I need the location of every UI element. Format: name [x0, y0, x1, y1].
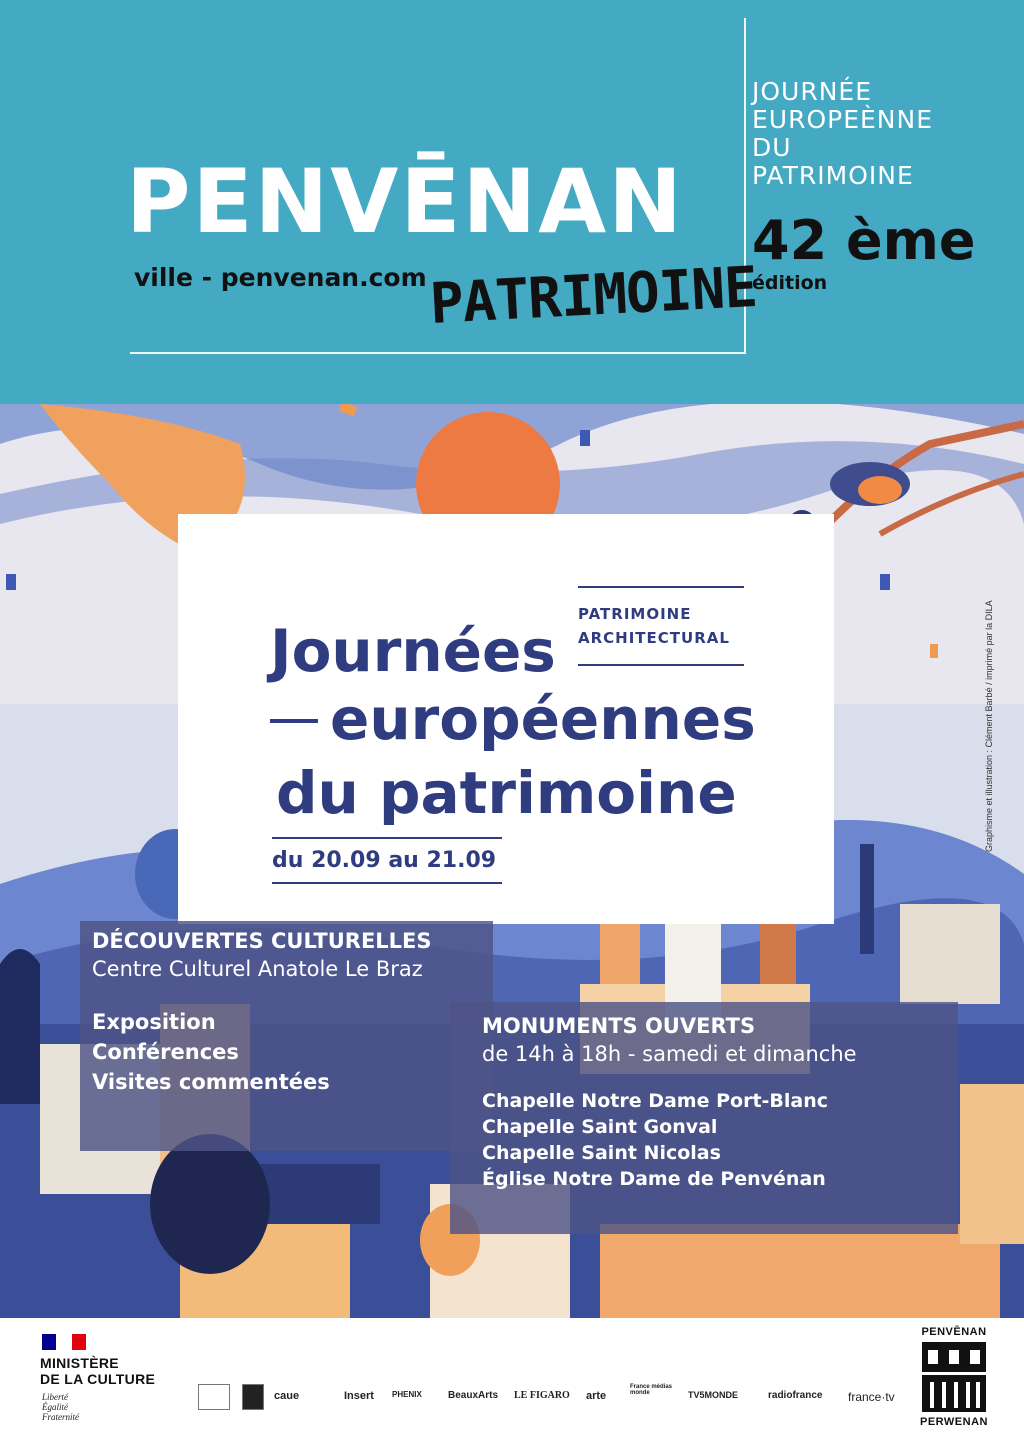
dates-rule-top	[272, 837, 502, 839]
list-item: Visites commentées	[92, 1070, 330, 1094]
brand-title: PENVĒNAN	[126, 150, 684, 253]
event-name-line: JOURNÉE	[752, 77, 873, 106]
partner-logo: Insert	[344, 1390, 374, 1402]
opening-hours: de 14h à 18h - samedi et dimanche	[482, 1042, 857, 1066]
partner-square-logo-icon	[242, 1384, 264, 1410]
category-label	[578, 602, 730, 650]
penvenan-town-logo	[914, 1326, 994, 1440]
event-dates: du 20.09 au 21.09	[272, 848, 497, 873]
footer-logos	[0, 1318, 1024, 1448]
logo-top-text: PENVĒNAN	[921, 1326, 987, 1338]
event-name	[752, 78, 1012, 190]
ministry-line: MINISTÈRE	[40, 1355, 119, 1371]
list-item: Chapelle Saint Gonval	[482, 1116, 718, 1138]
event-name-line: DU	[752, 133, 792, 162]
council-of-europe-logo-icon	[198, 1384, 230, 1410]
category-rule-top	[578, 586, 744, 588]
poster-title-line: Journées	[270, 617, 556, 685]
ministry-name	[40, 1355, 155, 1387]
event-name-line: EUROPEÈNNE	[752, 105, 934, 134]
monuments-panel-title: MONUMENTS OUVERTS	[482, 1014, 756, 1038]
poster-illustration	[0, 404, 1024, 1318]
culture-venue: Centre Culturel Anatole Le Braz	[92, 957, 423, 981]
republic-motto	[42, 1392, 79, 1422]
header-divider-horizontal	[130, 352, 745, 354]
dates-rule-bottom	[272, 882, 502, 884]
patrimoine-handwritten: PATRIMOINE	[428, 254, 759, 337]
edition-number: 42 ème	[752, 209, 976, 272]
title-dash	[270, 719, 318, 723]
list-item: Chapelle Notre Dame Port-Blanc	[482, 1090, 829, 1112]
poster-title-line: du patrimoine	[276, 759, 737, 827]
culture-activity-list	[92, 1007, 481, 1097]
penvenan-emblem-icon	[922, 1342, 986, 1412]
list-item: Conférences	[92, 1040, 239, 1064]
edition-label: édition	[752, 272, 828, 294]
monuments-panel	[450, 1002, 958, 1234]
partner-logo: france·tv	[848, 1390, 895, 1404]
list-item: Chapelle Saint Nicolas	[482, 1142, 721, 1164]
culture-panel	[80, 921, 493, 1151]
logo-bottom-text: PERWENAN	[920, 1416, 988, 1428]
website-text: ville - penvenan.com	[134, 263, 427, 292]
partner-logo: TV5MONDE	[688, 1390, 739, 1400]
partner-logo: France médias monde	[630, 1384, 673, 1396]
poster-title-card	[178, 514, 834, 924]
partner-logo: arte	[586, 1390, 607, 1402]
header-banner	[0, 0, 1024, 404]
list-item: Église Notre Dame de Penvénan	[482, 1168, 826, 1190]
poster-title-line: européennes	[330, 685, 756, 753]
partner-logo: LE FIGARO	[514, 1390, 570, 1401]
motto-line: Fraternité	[42, 1412, 79, 1422]
partner-logo: PHENIX	[392, 1390, 422, 1399]
marianne-flag-icon	[42, 1334, 86, 1350]
partner-logo: BeauxArts	[448, 1390, 499, 1401]
motto-line: Égalité	[42, 1402, 68, 1412]
category-line: PATRIMOINE	[578, 605, 692, 623]
partner-logos	[196, 1380, 916, 1420]
ministry-line: DE LA CULTURE	[40, 1371, 156, 1387]
partner-logo: caue	[274, 1390, 300, 1402]
illustration-credit: Graphisme et illustration : Clément Barbé / imprimé par la DILA	[984, 600, 994, 852]
partner-logo: radiofrance	[768, 1390, 823, 1401]
monument-list	[482, 1088, 926, 1192]
list-item: Exposition	[92, 1010, 216, 1034]
culture-panel-title: DÉCOUVERTES CULTURELLES	[92, 929, 432, 953]
category-rule-bottom	[578, 664, 744, 666]
event-name-line: PATRIMOINE	[752, 161, 914, 190]
category-line: ARCHITECTURAL	[578, 629, 730, 647]
motto-line: Liberté	[42, 1392, 68, 1402]
